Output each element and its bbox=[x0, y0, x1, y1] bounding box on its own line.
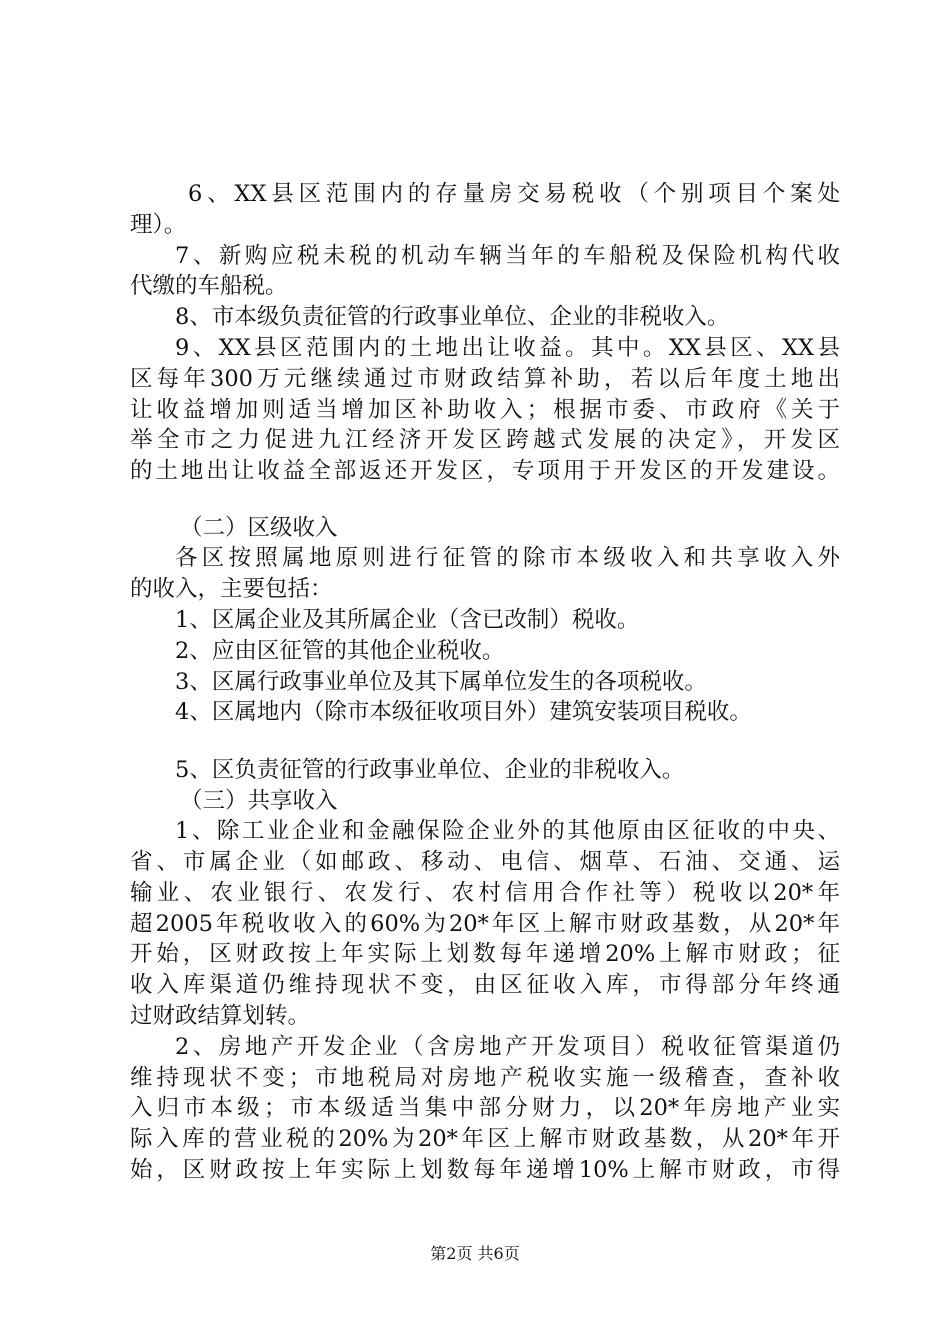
section-2-item-1: 1、区属企业及其所属企业（含已改制）税收。 bbox=[175, 607, 640, 633]
section-2-intro-line-1: 各区按照属地原则进行征管的除市本级收入和共享收入外 bbox=[175, 545, 840, 571]
section-2-item-3: 3、区属行政事业单位及其下属单位发生的各项税收。 bbox=[175, 669, 707, 695]
section-3-item-1-line-1: 1、除工业企业和金融保险企业外的其他原由区征收的中央、 bbox=[175, 818, 840, 844]
section-3-item-2-line-5: 始，区财政按上年实际上划数每年递增10%上解市财政，市得 bbox=[130, 1157, 840, 1183]
item-7-line-1: 7、新购应税未税的机动车辆当年的车船税及保险机构代收 bbox=[175, 243, 840, 269]
item-9-line-5: 的土地出让收益全部返还开发区，专项用于开发区的开发建设。 bbox=[130, 458, 840, 484]
item-9-line-3: 让收益增加则适当增加区补助收入；根据市委、市政府《关于 bbox=[130, 397, 840, 423]
section-3-item-1-line-2: 省、市属企业（如邮政、移动、电信、烟草、石油、交通、运 bbox=[130, 849, 840, 875]
section-3-item-2-line-3: 入归市本级；市本级适当集中部分财力，以20*年房地产业实 bbox=[130, 1095, 840, 1121]
item-6-line-2: 理）。 bbox=[130, 212, 187, 238]
section-3-item-1-line-3: 输业、农业银行、农发行、农村信用合作社等）税收以20*年 bbox=[130, 880, 840, 906]
item-9-line-4: 举全市之力促进九江经济开发区跨越式发展的决定》，开发区 bbox=[130, 427, 840, 453]
section-2-intro-line-2: 的收入，主要包括： bbox=[130, 576, 333, 602]
section-2-item-5: 5、区负责征管的行政事业单位、企业的非税收入。 bbox=[175, 757, 685, 783]
section-2-item-2: 2、应由区征管的其他企业税收。 bbox=[175, 638, 505, 664]
section-2-item-4: 4、区属地内（除市本级征收项目外）建筑安装项目税收。 bbox=[175, 699, 752, 725]
item-6-line-1: 6、XX县区范围内的存量房交易税收（个别项目个案处 bbox=[188, 181, 840, 207]
item-9-line-2: 区每年300万元继续通过市财政结算补助，若以后年度土地出 bbox=[130, 366, 840, 392]
page-number-footer: 第2页 共6页 bbox=[430, 1244, 520, 1263]
item-8-line-1: 8、市本级负责征管的行政事业单位、企业的非税收入。 bbox=[175, 304, 730, 330]
item-7-line-2: 代缴的车船税。 bbox=[130, 273, 288, 299]
section-3-heading: （三）共享收入 bbox=[180, 788, 338, 814]
item-9-line-1: 9、XX县区范围内的土地出让收益。其中。XX县区、XX县 bbox=[175, 335, 840, 361]
section-3-item-1-line-4: 超2005年税收收入的60%为20*年区上解市财政基数，从20*年 bbox=[130, 911, 840, 937]
section-3-item-1-line-6: 收入库渠道仍维持现状不变，由区征收入库，市得部分年终通 bbox=[130, 972, 840, 998]
section-3-item-1-line-5: 开始，区财政按上年实际上划数每年递增20%上解市财政；征 bbox=[130, 941, 840, 967]
section-3-item-1-line-7: 过财政结算划转。 bbox=[130, 1003, 311, 1029]
section-3-item-2-line-2: 维持现状不变；市地税局对房地产税收实施一级稽查，查补收 bbox=[130, 1065, 840, 1091]
section-3-item-2-line-4: 际入库的营业税的20%为20*年区上解市财政基数，从20*年开 bbox=[130, 1126, 840, 1152]
section-3-item-2-line-1: 2、房地产开发企业（含房地产开发项目）税收征管渠道仍 bbox=[175, 1034, 840, 1060]
section-2-heading: （二）区级收入 bbox=[180, 515, 338, 541]
